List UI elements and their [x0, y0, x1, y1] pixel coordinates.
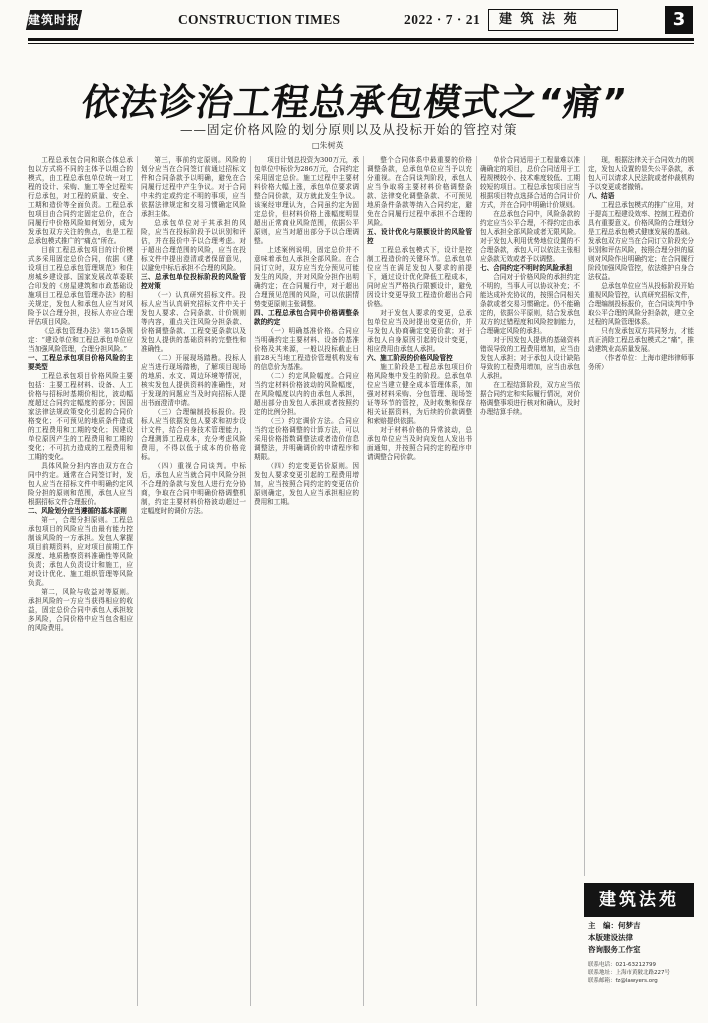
section-heading: 四、工程总承包合同中价格调整条款的约定	[254, 309, 359, 326]
paper-logo: 建筑时报	[26, 10, 82, 30]
section-editor: 主 编：何梦吉	[588, 921, 641, 930]
paragraph: 总承包单位应当从投标阶段开始重视风险管控，认真研究招标文件，合理编制投标报价，在合同谈判中争取公平合理的风险分担条款，建立全过程的风险管理体系。	[588, 282, 694, 326]
section-heading: 五、设计优化与限额设计的风险管控	[367, 228, 472, 245]
column-divider	[476, 156, 477, 1006]
section-contact	[584, 961, 694, 985]
paragraph: （三）合理编制投标报价。投标人应当依据发包人要求和初步设计文件，结合自身技术管理能力，合理测算工程成本，充分考虑风险费用，不得以低于成本的价格竞标。	[141, 408, 246, 461]
section-heading: 三、总承包单位投标阶段的风险管控对策	[141, 273, 246, 290]
paragraph: 第二，风险与收益对等原则。承担风险的一方应当获得相应的收益，固定总价合同中承包人承担较多风险，合同价格中应当包含相应的风险费用。	[28, 588, 133, 632]
paragraph: 总承包单位对于其承担的风险，应当在投标阶段予以识别和评估，并在报价中予以合理考虑。对于超出合理范围的风险，应当在投标文件中提出澄清或者保留意见，以避免中标后承担不合理的风险。	[141, 219, 246, 272]
text-column-2	[141, 156, 246, 1006]
paragraph: （一）明确基准价格。合同应当明确约定主要材料、设备的基准价格及其来源，一般以投标截止日前28天当地工程造价管理机构发布的信息价为基准。	[254, 327, 359, 371]
paragraph: （四）约定变更估价原则。因发包人要求变更引起的工程费用增加，应当按照合同约定的变更估价原则确定，发包人应当承担相应的费用和工期。	[254, 462, 359, 506]
paper-name-en: CONSTRUCTION TIMES	[178, 12, 341, 27]
text-column-6	[588, 156, 694, 876]
paragraph: （一）认真研究招标文件。投标人应当认真研究招标文件中关于发包人要求、合同条款、计价规则等内容，重点关注风险分担条款、价格调整条款、工程变更条款以及发包人提供的基础资料的完整性和准确性。	[141, 291, 246, 353]
paragraph: 第一，合理分担原则。工程总承包项目的风险应当由最有能力控制该风险的一方承担。发包人掌握项目前期资料，应对项目前期工作深度、地质勘察资料准确性等风险负责；承包人负责设计和施工，应对设计优化、施工组织管理等风险负责。	[28, 516, 133, 587]
paragraph: （二）约定风险幅度。合同应当约定材料价格波动的风险幅度，在风险幅度以内的由承包人承担，超出部分由发包人承担或者按照约定的比例分担。	[254, 372, 359, 416]
paragraph: 工程总承包合同和联合体总承包以方式将不同的主体予以组合的模式，由工程总承包单位统一对工程的设计、采购、施工等全过程实行总承包，对工程的质量、安全、工期和造价等全面负责。工程总承包项目由合同约定固定总价，在合同履行中价格风险如何划分，成为发承包双方关注的焦点，也是工程总承包模式推广的“痛点”所在。	[28, 156, 133, 245]
paragraph: 在工程结算阶段，双方应当依据合同约定和实际履行情况，对价格调整事项进行核对和确认，及时办理结算手续。	[480, 381, 580, 416]
masthead-rule	[28, 38, 694, 41]
paragraph: 对于因发包人提供的基础资料错误导致的工程费用增加，应当由发包人承担；对于承包人设计缺陷导致的工程费用增加，应当由承包人承担。	[480, 336, 580, 380]
paragraph: 具体风险分担内容由双方在合同中约定。通常在合同签订时，发包人应当在招标文件中明确约定风险分担的原则和范围，承包人应当根据招标文件合理报价。	[28, 462, 133, 506]
column-divider	[584, 156, 585, 876]
article-byline: □朱树英	[312, 141, 344, 150]
text-column-5	[480, 156, 580, 1006]
paragraph: 工程总承包模式下，设计是控制工程造价的关键环节。总承包单位应当在满足发包人要求的前提下，通过设计优化降低工程成本，同时应当严格执行限额设计，避免因设计变更导致工程造价超出合同价格。	[367, 246, 472, 308]
text-column-3	[254, 156, 359, 1006]
section-info-box	[584, 883, 694, 1008]
section-heading: 八、结语	[588, 192, 615, 200]
paragraph: （作者单位：上海市建纬律师事务所）	[588, 354, 694, 371]
paragraph: 现，根据法律关于合同效力的规定，发包人设置的显失公平条款，承包人可以请求人民法院或者仲裁机构予以变更或者撤销。	[588, 156, 694, 191]
section-sponsor: 本版建设法律	[588, 933, 633, 942]
paragraph: （二）开展现场踏勘。投标人应当进行现场踏勘，了解项目现场的地质、水文、周边环境等情况，核实发包人提供资料的准确性，对于发现的问题应当及时向招标人提出书面澄清申请。	[141, 354, 246, 407]
paragraph: 工程总承包模式的推广应用，对于提高工程建设效率、控制工程造价具有重要意义。价格风险的合理划分是工程总承包模式健康发展的基础。发承包双方应当在合同订立阶段充分识别和评估风险，按照合理分担的原则对风险作出明确约定；在合同履行阶段加强风险管控，依法维护自身合法权益。	[588, 201, 694, 281]
paragraph: 《总承包管理办法》第15条规定：“建设单位和工程总承包单位应当加强风险管理，合理分担风险。”	[28, 327, 133, 353]
paragraph: （三）约定调价方法。合同应当约定价格调整的计算方法，可以采用价格指数调整法或者造价信息调整法，并明确调价的申请程序和期限。	[254, 417, 359, 461]
masthead	[0, 0, 708, 40]
issue-date: 2022 · 7 · 21	[404, 12, 481, 27]
paragraph: 单价合同适用于工程量难以准确确定的项目，总价合同适用于工程规模较小、技术难度较低、工期较短的项目。工程总承包项目应当根据项目特点选择合适的合同计价方式，并在合同中明确计价规则。	[480, 156, 580, 209]
paragraph: 只有发承包双方共同努力，才能真正消除工程总承包模式之“痛”，推动建筑业高质量发展。	[588, 327, 694, 353]
paragraph: 对于发包人要求的变更，总承包单位应当及时提出变更估价，并与发包人协商确定变更价款；对于承包人自身原因引起的设计变更，相应费用由承包人承担。	[367, 309, 472, 353]
paragraph: 在总承包合同中，风险条款的约定应当公平合理，不得约定由承包人承担全部风险或者无限风险。对于发包人利用优势地位设置的不合理条款，承包人可以依法主张相应条款无效或者予以调整。	[480, 210, 580, 263]
paragraph: （四）重视合同谈判。中标后，承包人应当就合同中风险分担不合理的条款与发包人进行充分协商，争取在合同中明确价格调整机制，约定主要材料价格波动超过一定幅度时的调价方法。	[141, 462, 246, 515]
paragraph: 对于材料价格的异常波动，总承包单位应当及时向发包人发出书面通知，并按照合同约定的程序申请调整合同价款。	[367, 426, 472, 461]
paragraph: 上述案例说明，固定总价并不意味着承包人承担全部风险。在合同订立时，双方应当充分预见可能发生的风险，并对风险分担作出明确约定；在合同履行中，对于超出合理预见范围的风险，可以依据情势变更原则主张调整。	[254, 246, 359, 308]
contact-email: 联系邮箱：fz@lawyers.org	[588, 978, 658, 984]
contact-phone: 联系电话：021-63212799	[588, 962, 656, 968]
page-number: 3	[665, 6, 693, 34]
column-divider	[363, 156, 364, 1006]
paragraph: 施工阶段是工程总承包项目价格风险集中发生的阶段。总承包单位应当建立健全成本管理体系，加强对材料采购、分包管理、现场签证等环节的管控，及时收集和保存相关证据资料，为后续的价款调整和索赔提供依据。	[367, 363, 472, 425]
paragraph: 项目计划总投资为300万元，承包单位中标价为286万元，合同约定采用固定总价。施工过程中主要材料价格大幅上涨，承包单位要求调整合同价款，双方就此发生争议。该案经审理认为，合同虽约定为固定总价，但材料价格上涨幅度明显超出正常商业风险范围，依据公平原则，应当对超出部分予以合理调整。	[254, 156, 359, 245]
section-heading: 七、合同约定不明时的风险承担	[480, 264, 573, 272]
section-heading: 六、施工阶段的价格风险管控	[367, 354, 453, 362]
section-name: 建 筑 法 苑	[488, 9, 618, 31]
column-divider	[250, 156, 251, 1006]
section-heading: 一、工程总承包项目价格风险的主要类型	[28, 354, 133, 371]
paragraph: 整个合同体系中最重要的价格调整条款，总承包单位应当予以充分重视。在合同谈判阶段，承包人应当争取将主要材料价格调整条款、法律变化调整条款、不可预见地质条件条款等纳入合同约定，避免在合同履行过程中承担不合理的风险。	[367, 156, 472, 227]
masthead-rule-thin	[28, 43, 694, 44]
text-column-1	[28, 156, 133, 1006]
text-column-4	[367, 156, 472, 1006]
section-service: 咨询服务工作室	[588, 945, 641, 954]
contact-address: 联系地址：上海市黄陂北路227号	[588, 970, 670, 976]
paragraph: 工程总承包项目价格风险主要包括：主要工程材料、设备、人工价格与招标时基期价相比，波动幅度超过合同约定幅度的部分；因国家法律法规政策变化引起的合同价格变化；不可预见的地质条件造成的工程费用和工期的变化；因建设单位原因产生的工程费用和工期的变化；不可抗力造成的工程费用和工期的变化。	[28, 372, 133, 461]
column-divider	[137, 156, 138, 1006]
paragraph: 合同对于价格风险的承担约定不明的，当事人可以协议补充；不能达成补充协议的，按照合同相关条款或者交易习惯确定。仍不能确定的，依据公平原则，结合发承包双方的过错程度和风险控制能力，合理确定风险的承担。	[480, 273, 580, 335]
article-subtitle: ——固定价格风险的划分原则以及从投标开始的管控对策	[180, 122, 518, 137]
paragraph: 第三，事前约定原则。风险的划分应当在合同签订前通过招标文件和合同条款予以明确，避免在合同履行过程中产生争议。对于合同中未约定或约定不明的事项，应当依据法律规定和交易习惯确定风险承担主体。	[141, 156, 246, 218]
paragraph: 目前工程总承包项目的计价模式多采用固定总价合同，依据《建设项目工程总承包管理规范》和住房城乡建设部、国家发展改革委联合印发的《房屋建筑和市政基础设施项目工程总承包管理办法》的相关规定，发包人和承包人应当对风险予以合理分担，投标人亦应合理评估项目风险。	[28, 246, 133, 326]
section-info-title: 建筑法苑	[584, 883, 694, 917]
article-title: 依法诊治工程总承包模式之“痛”	[79, 81, 630, 124]
section-heading: 二、风险划分应当遵循的基本原则	[28, 507, 127, 515]
